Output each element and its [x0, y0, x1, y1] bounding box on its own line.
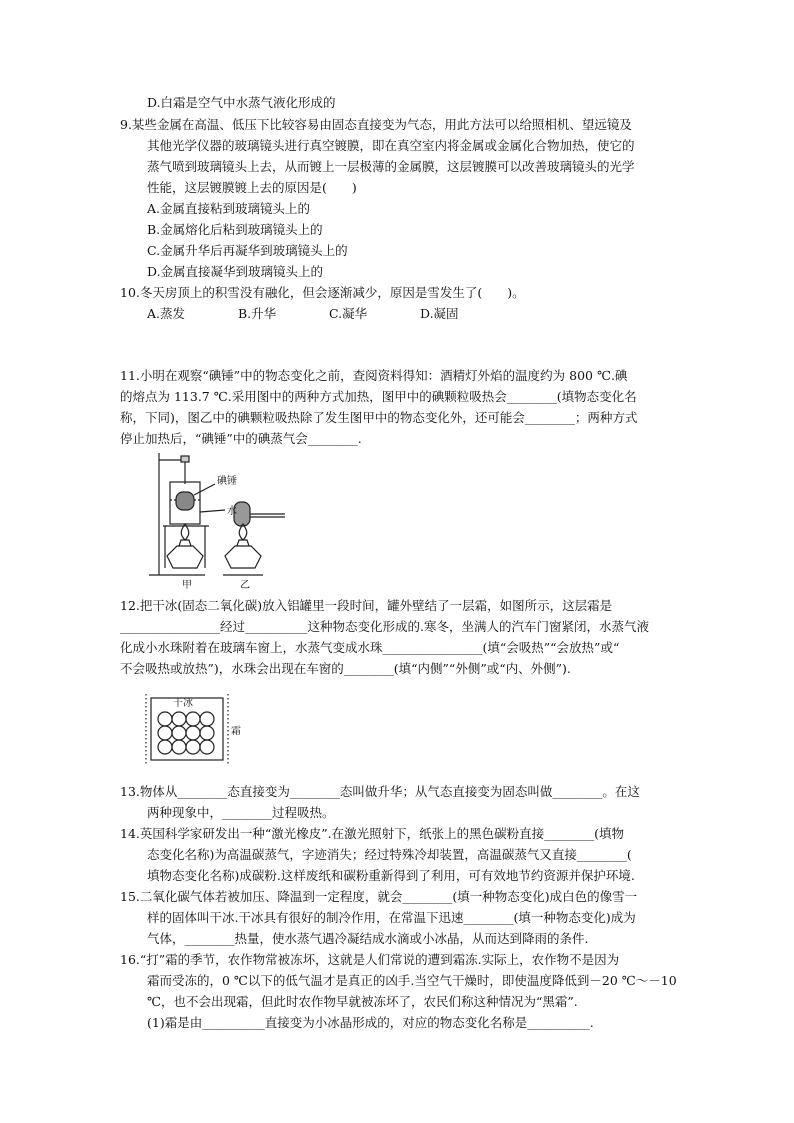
q10-option-a: A.蒸发: [147, 306, 186, 321]
q14-line-3: 填物态变化名称)成碳粉.这样废纸和碳粉重新得到了利用，可有效地节约资源并保护环境.: [147, 868, 635, 883]
q10-option-d: D.凝固: [420, 306, 459, 321]
q9-line-1: 9.某些金属在高温、低压下比较容易由固态直接变为气态，用此方法可以给照相机、望远镜及: [120, 117, 632, 132]
q11-line-3: 称，下同)，图乙中的碘颗粒吸热除了发生图甲中的物态变化外，还可能会________；两种方式: [120, 410, 638, 425]
dry-ice-can-figure: [143, 686, 243, 768]
q11-line-4: 停止加热后，“碘锤”中的碘蒸气会________.: [120, 431, 362, 446]
q9-option-a: A.金属直接粘到玻璃镜头上的: [147, 201, 311, 216]
q12-line-2: ________________经过__________这种物态变化形成的.寒冬，坐满人的汽车门窗紧闭，水蒸气液: [120, 619, 649, 634]
q12-line-1: 12.把干冰(固态二氧化碳)放入铝罐里一段时间，罐外壁结了一层霜，如图所示，这层霜是: [120, 598, 613, 613]
q14-line-2: 态变化名称)为高温碳蒸气，字迹消失；经过特殊冷却装置，高温碳蒸气又直接________(: [147, 847, 632, 862]
q16-line-1: 16.“打”霜的季节，农作物常被冻坏，这就是人们常说的遭到霜冻.实际上，农作物不是因为: [120, 952, 620, 967]
iodine-hammer-figure: [145, 450, 290, 590]
q15-line-3: 气体，________热量，使水蒸气遇冷凝结成水滴或小冰晶，从而达到降雨的条件.: [147, 931, 589, 946]
label-yi: 乙: [240, 580, 250, 590]
label-jia: 甲: [182, 580, 192, 590]
q16-subquestion-1: (1)霜是由__________直接变为小冰晶形成的，对应的物态变化名称是__________.: [147, 1015, 594, 1030]
q9-line-4: 性能，这层镀膜镀上去的原因是( ): [147, 180, 357, 195]
q9-option-d: D.金属直接凝华到玻璃镜头上的: [147, 264, 324, 279]
label-water: 水: [227, 506, 237, 517]
q13-line-2: 两种现象中，________过程吸热。: [147, 805, 335, 820]
q13-line-1: 13.物体从________态直接变为________态叫做升华；从气态直接变为固态叫做________。在这: [120, 784, 640, 799]
q10-option-b: B.升华: [238, 306, 277, 321]
q16-line-3: ℃，也不会出现霜，但此时农作物早就被冻坏了，农民们称这种情况为“黑霜”.: [147, 994, 578, 1009]
label-dry-ice: 干冰: [173, 698, 193, 709]
q9-line-3: 蒸气喷到玻璃镜头上去，从而镀上一层极薄的金属膜，这层镀膜可以改善玻璃镜头的光学: [147, 159, 635, 174]
q9-line-2: 其他光学仪器的玻璃镜头进行真空镀膜，即在真空室内将金属或金属化合物加热，使它的: [147, 138, 635, 153]
q10-text: 10.冬天房顶上的积雪没有融化，但会逐渐减少，原因是雪发生了( )。: [120, 285, 525, 300]
q8-option-d: D.白霜是空气中水蒸气液化形成的: [147, 95, 336, 110]
q10-option-c: C.凝华: [329, 306, 368, 321]
q9-option-c: C.金属升华后再凝华到玻璃镜头上的: [147, 243, 348, 258]
q11-line-2: 的熔点为 113.7 ℃.采用图中的两种方式加热，图甲中的碘颗粒吸热会________(填物态变化名: [120, 389, 637, 404]
q14-line-1: 14.英国科学家研发出一种“激光橡皮”.在激光照射下，纸张上的黑色碳粉直接________(填物: [120, 826, 625, 841]
q9-option-b: B.金属熔化后粘到玻璃镜头上的: [147, 222, 323, 237]
q12-line-4: 不会吸热或放热”)，水珠会出现在车窗的________(填“内侧”“外侧”或“内、外侧”).: [120, 661, 571, 676]
label-frost: 霜: [231, 726, 241, 737]
q15-line-2: 样的固体叫干冰.干冰具有很好的制冷作用，在常温下迅速________(填一种物态变化)成为: [147, 910, 636, 925]
q15-line-1: 15.二氧化碳气体若被加压、降温到一定程度，就会________(填一种物态变化)成白色的像雪一: [120, 889, 638, 904]
q12-line-3: 化成小水珠附着在玻璃车窗上，水蒸气变成水珠________________(填“会吸热”“会放热”或“: [120, 640, 620, 655]
q11-line-1: 11.小明在观察“碘锤”中的物态变化之前，查阅资料得知：酒精灯外焰的温度约为 800 ℃.碘: [120, 368, 628, 383]
label-iodine-hammer: 碘锤: [217, 476, 237, 487]
q16-line-2: 霜而受冻的，0 ℃以下的低气温才是真正的凶手.当空气干燥时，即使温度降低到－20 ℃～－10: [147, 973, 677, 988]
